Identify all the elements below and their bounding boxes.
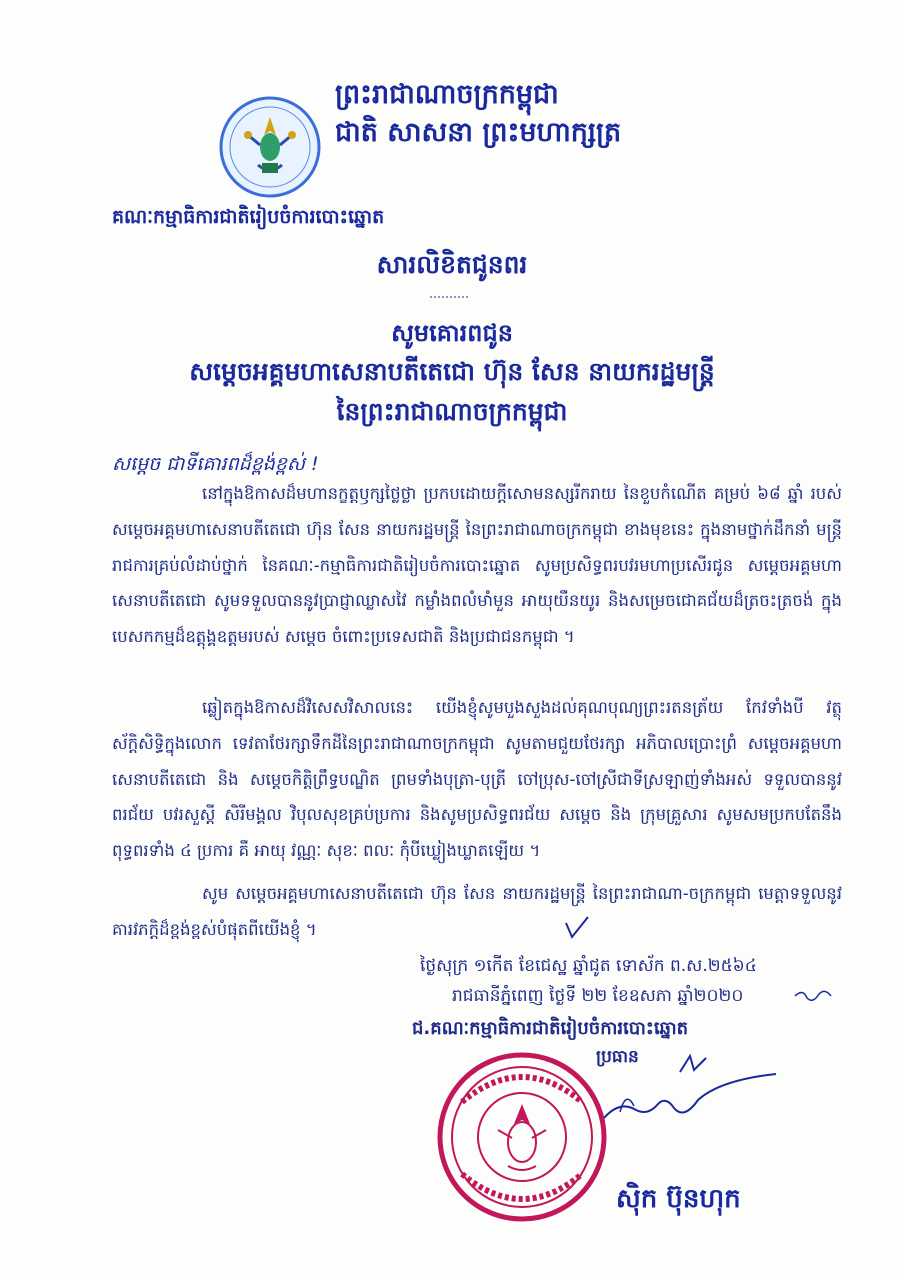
- paragraph-1: នៅក្នុងឱកាសដ៏មហានក្ខត្តឫក្សថ្លៃថ្លា ប្រកបដោយក្តីសោមនស្សរីករាយ នៃខួបកំណើត គម្រប់ ៦៨ ឆ្នាំ របស់ សម្តេចអគ្គមហាសេនាបតីតេជោ ហ៊ុន សែន នាយករដ្ឋមន្ត្រី នៃព្រះរាជាណាចក្រកម្ពុជា ខាងមុខនេះ ក្នុងនាមថ្នាក់ដឹកនាំ មន្ត្រីរាជការគ្រប់លំដាប់ថ្នាក់ នៃគណៈ-កម្មាធិការជាតិរៀបចំការបោះឆ្នោត សូមប្រសិទ្ធពរបវរមហាប្រសើរជូន សម្តេចអគ្គមហាសេនាបតីតេជោ សូមទទួលបាននូវប្រាជ្ញាឈ្លាសវៃ កម្លាំងពលំមាំមួន អាយុយឺនយូរ និងសម្រេចជោគជ័យដ៏ត្រចះត្រចង់ ក្នុងបេសកកម្មដ៏ឧត្តុង្គឧត្តមរបស់ សម្តេច ចំពោះប្រទេសជាតិ និងប្រជាជនកម្ពុជា ។: [112, 484, 842, 647]
- document-title: សារលិខិតជូនពរ: [376, 250, 528, 279]
- committee-name: គណៈកម្មាធិការជាតិរៀបចំការបោះឆ្នោត: [112, 206, 385, 228]
- on-behalf-of: ជ.គណៈកម្មាធិការជាតិរៀបចំការបោះឆ្នោត: [412, 1018, 689, 1039]
- title-divider: [430, 296, 470, 298]
- addressee-line-2: សម្តេចអគ្គមហាសេនាបតីតេជោ ហ៊ុន សែន នាយករដ្ឋមន្ត្រី: [189, 357, 715, 386]
- addressee-line-1: សូមគោរពជូន: [391, 319, 513, 347]
- official-seal-stamp: [432, 1042, 612, 1232]
- signer-role: ប្រធាន: [596, 1047, 639, 1067]
- committee-emblem: [218, 95, 322, 199]
- lunar-date: ថ្ងៃសុក្រ ១កើត ខែជេស្ឋ ឆ្នាំជូត ទោស័ក ព.ស.២៥៦៤: [420, 956, 757, 976]
- addressee-line-3: នៃព្រះរាជាណាចក្រកម្ពុជា: [336, 397, 568, 426]
- paragraph-3: សូម សម្តេចអគ្គមហាសេនាបតីតេជោ ហ៊ុន សែន នាយករដ្ឋមន្ត្រី នៃព្រះរាជាណា-ចក្រកម្ពុជា មេត្តាទទួលនូវគារវភក្តិដ៏ខ្ពង់ខ្ពស់បំផុតពីយើងខ្ញុំ ។: [112, 884, 842, 939]
- signer-name: ស៊ិក ប៊ុនហុក: [616, 1184, 741, 1214]
- handwritten-signature: [600, 1070, 780, 1130]
- handwritten-date-mark: [793, 988, 833, 1004]
- salutation: សម្តេច ជាទីគោរពដ៏ខ្ពង់ខ្ពស់ !: [112, 453, 319, 475]
- kingdom-heading: ព្រះរាជាណាចក្រកម្ពុជា: [335, 79, 559, 110]
- national-motto: ជាតិ សាសនា ព្រះមហាក្សត្រ: [335, 117, 622, 148]
- solar-date: រាជធានីភ្នំពេញ ថ្ងៃទី ២២ ខែឧសភា ឆ្នាំ២០២០: [452, 986, 744, 1006]
- paragraph-2: ឆ្លៀតក្នុងឱកាសដ៏វិសេសវិសាលនេះ យើងខ្ញុំសូមបួងសួងដល់គុណបុណ្យព្រះរតនត្រ័យ កែវទាំងបី វត្ថុស័ក្តិសិទ្ធិក្នុងលោក ទេវតាថែរក្សាទឹកដីនៃព្រះរាជាណាចក្រកម្ពុជា សូមតាមជួយថែរក្សា អភិបាលប្រោះព្រំ សម្តេចអគ្គមហាសេនាបតីតេជោ និង សម្តេចកិត្តិព្រឹទ្ធបណ្ឌិត ព្រមទាំងបុត្រា-បុត្រី ចៅប្រុស-ចៅស្រីជាទីស្រឡាញ់ទាំងអស់ ទទួលបាននូវពរជ័យ បវរសួស្តី សិរីមង្គល វិបុលសុខគ្រប់ប្រការ និងសូមប្រសិទ្ធពរជ័យ សម្តេច និង ក្រុមគ្រួសារ សូមសមប្រកបតែនឹងពុទ្ធពរទាំង ៤ ប្រការ គឺ អាយុ វណ្ណៈ សុខៈ ពលៈ កុំបីឃ្លៀងឃ្លាតឡើយ ។: [112, 698, 842, 861]
- handwritten-tick-mark: [562, 913, 592, 943]
